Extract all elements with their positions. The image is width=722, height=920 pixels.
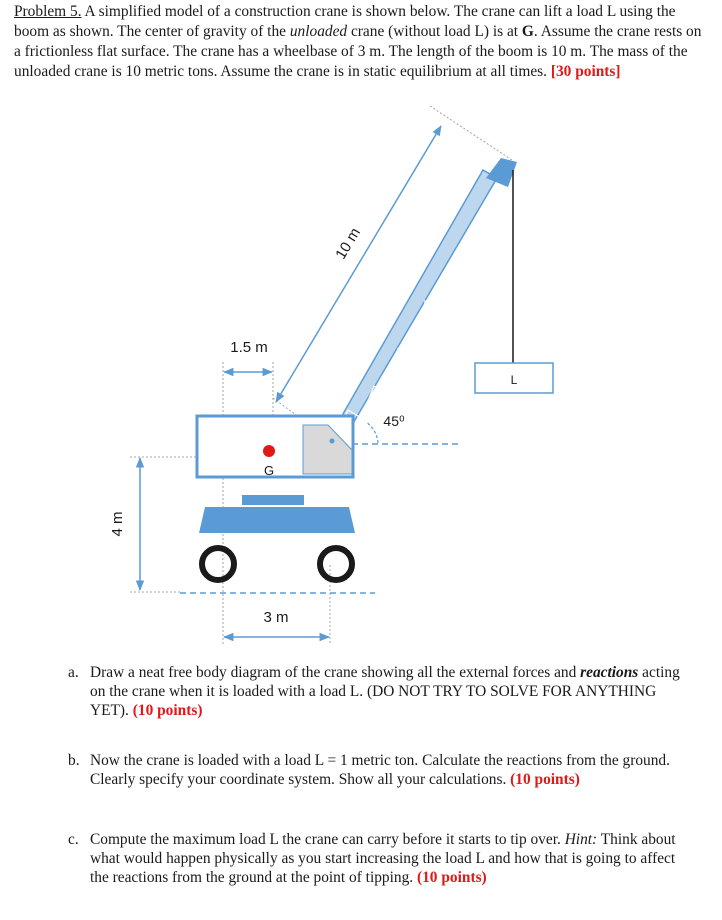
- problem-text-1: A simplified model of a construction crane is shown below. The crane can lift a load L using the boom as shown. The center of gravity of the: [14, 3, 676, 40]
- question-c-text-1: Compute the maximum load L the crane can carry before it starts to tip over.: [90, 831, 565, 848]
- problem-points: [30 points]: [550, 63, 621, 80]
- question-a: [68, 663, 688, 720]
- right-wheel: [320, 548, 352, 580]
- question-a-reactions: reactions: [580, 664, 639, 681]
- wheelbase-label: 3 m: [263, 609, 289, 626]
- cg-offset-label: 1.5 m: [230, 339, 268, 356]
- boom-length-arrow: [276, 126, 441, 402]
- problem-text-2: crane (without load L) is at: [347, 23, 522, 40]
- height-label: 4 m: [109, 511, 126, 537]
- left-wheel: [202, 548, 234, 580]
- boom-length-label: 10 m: [332, 225, 365, 263]
- problem-text-unloaded: unloaded: [289, 23, 348, 40]
- question-a-text-1: Draw a neat free body diagram of the crane showing all the external forces and: [90, 664, 581, 681]
- question-b-text: Now the crane is loaded with a load L = 1 metric ton. Calculate the reactions from the ground. Clearly specify your coordinate system. Show all your calculations.: [90, 752, 670, 788]
- problem-number: Problem 5.: [14, 3, 82, 20]
- load-label: L: [510, 373, 518, 387]
- question-b-points: (10 points): [510, 771, 580, 788]
- cg-label: G: [263, 463, 275, 478]
- question-c-points: (10 points): [416, 869, 487, 886]
- question-a-text-2: acting on the crane when it is loaded with a load L. (DO NOT TRY TO SOLVE FOR ANYTHING YET).: [90, 664, 680, 719]
- center-of-gravity-dot: [263, 445, 275, 457]
- question-c-text-2: Think about what would happen physically as you start increasing the load L and how that is going to affect the reactions from the ground at the point of tipping.: [90, 831, 676, 886]
- question-a-label: a.: [68, 664, 79, 681]
- boom: [332, 170, 497, 437]
- problem-text-3: . Assume the crane rests on a frictionless flat surface. The crane has a wheelbase of 3 m. The length of the boom is 10 m. The mass of the unloaded crane is 10 metric tons. Assume the crane is in static equilibrium at all times.: [14, 23, 702, 80]
- question-b-label: b.: [68, 752, 80, 769]
- angle-label: 45⁰: [383, 413, 405, 429]
- question-c-hint: Hint:: [564, 831, 598, 848]
- question-b: [68, 751, 688, 789]
- connector-bar: [242, 495, 304, 505]
- boom-pivot: [330, 439, 335, 444]
- question-c-label: c.: [68, 831, 79, 848]
- chassis: [199, 507, 355, 533]
- angle-arc: [366, 422, 378, 443]
- question-a-points: (10 points): [132, 702, 203, 719]
- question-c: [68, 830, 688, 887]
- problem-text-g: G: [521, 23, 534, 40]
